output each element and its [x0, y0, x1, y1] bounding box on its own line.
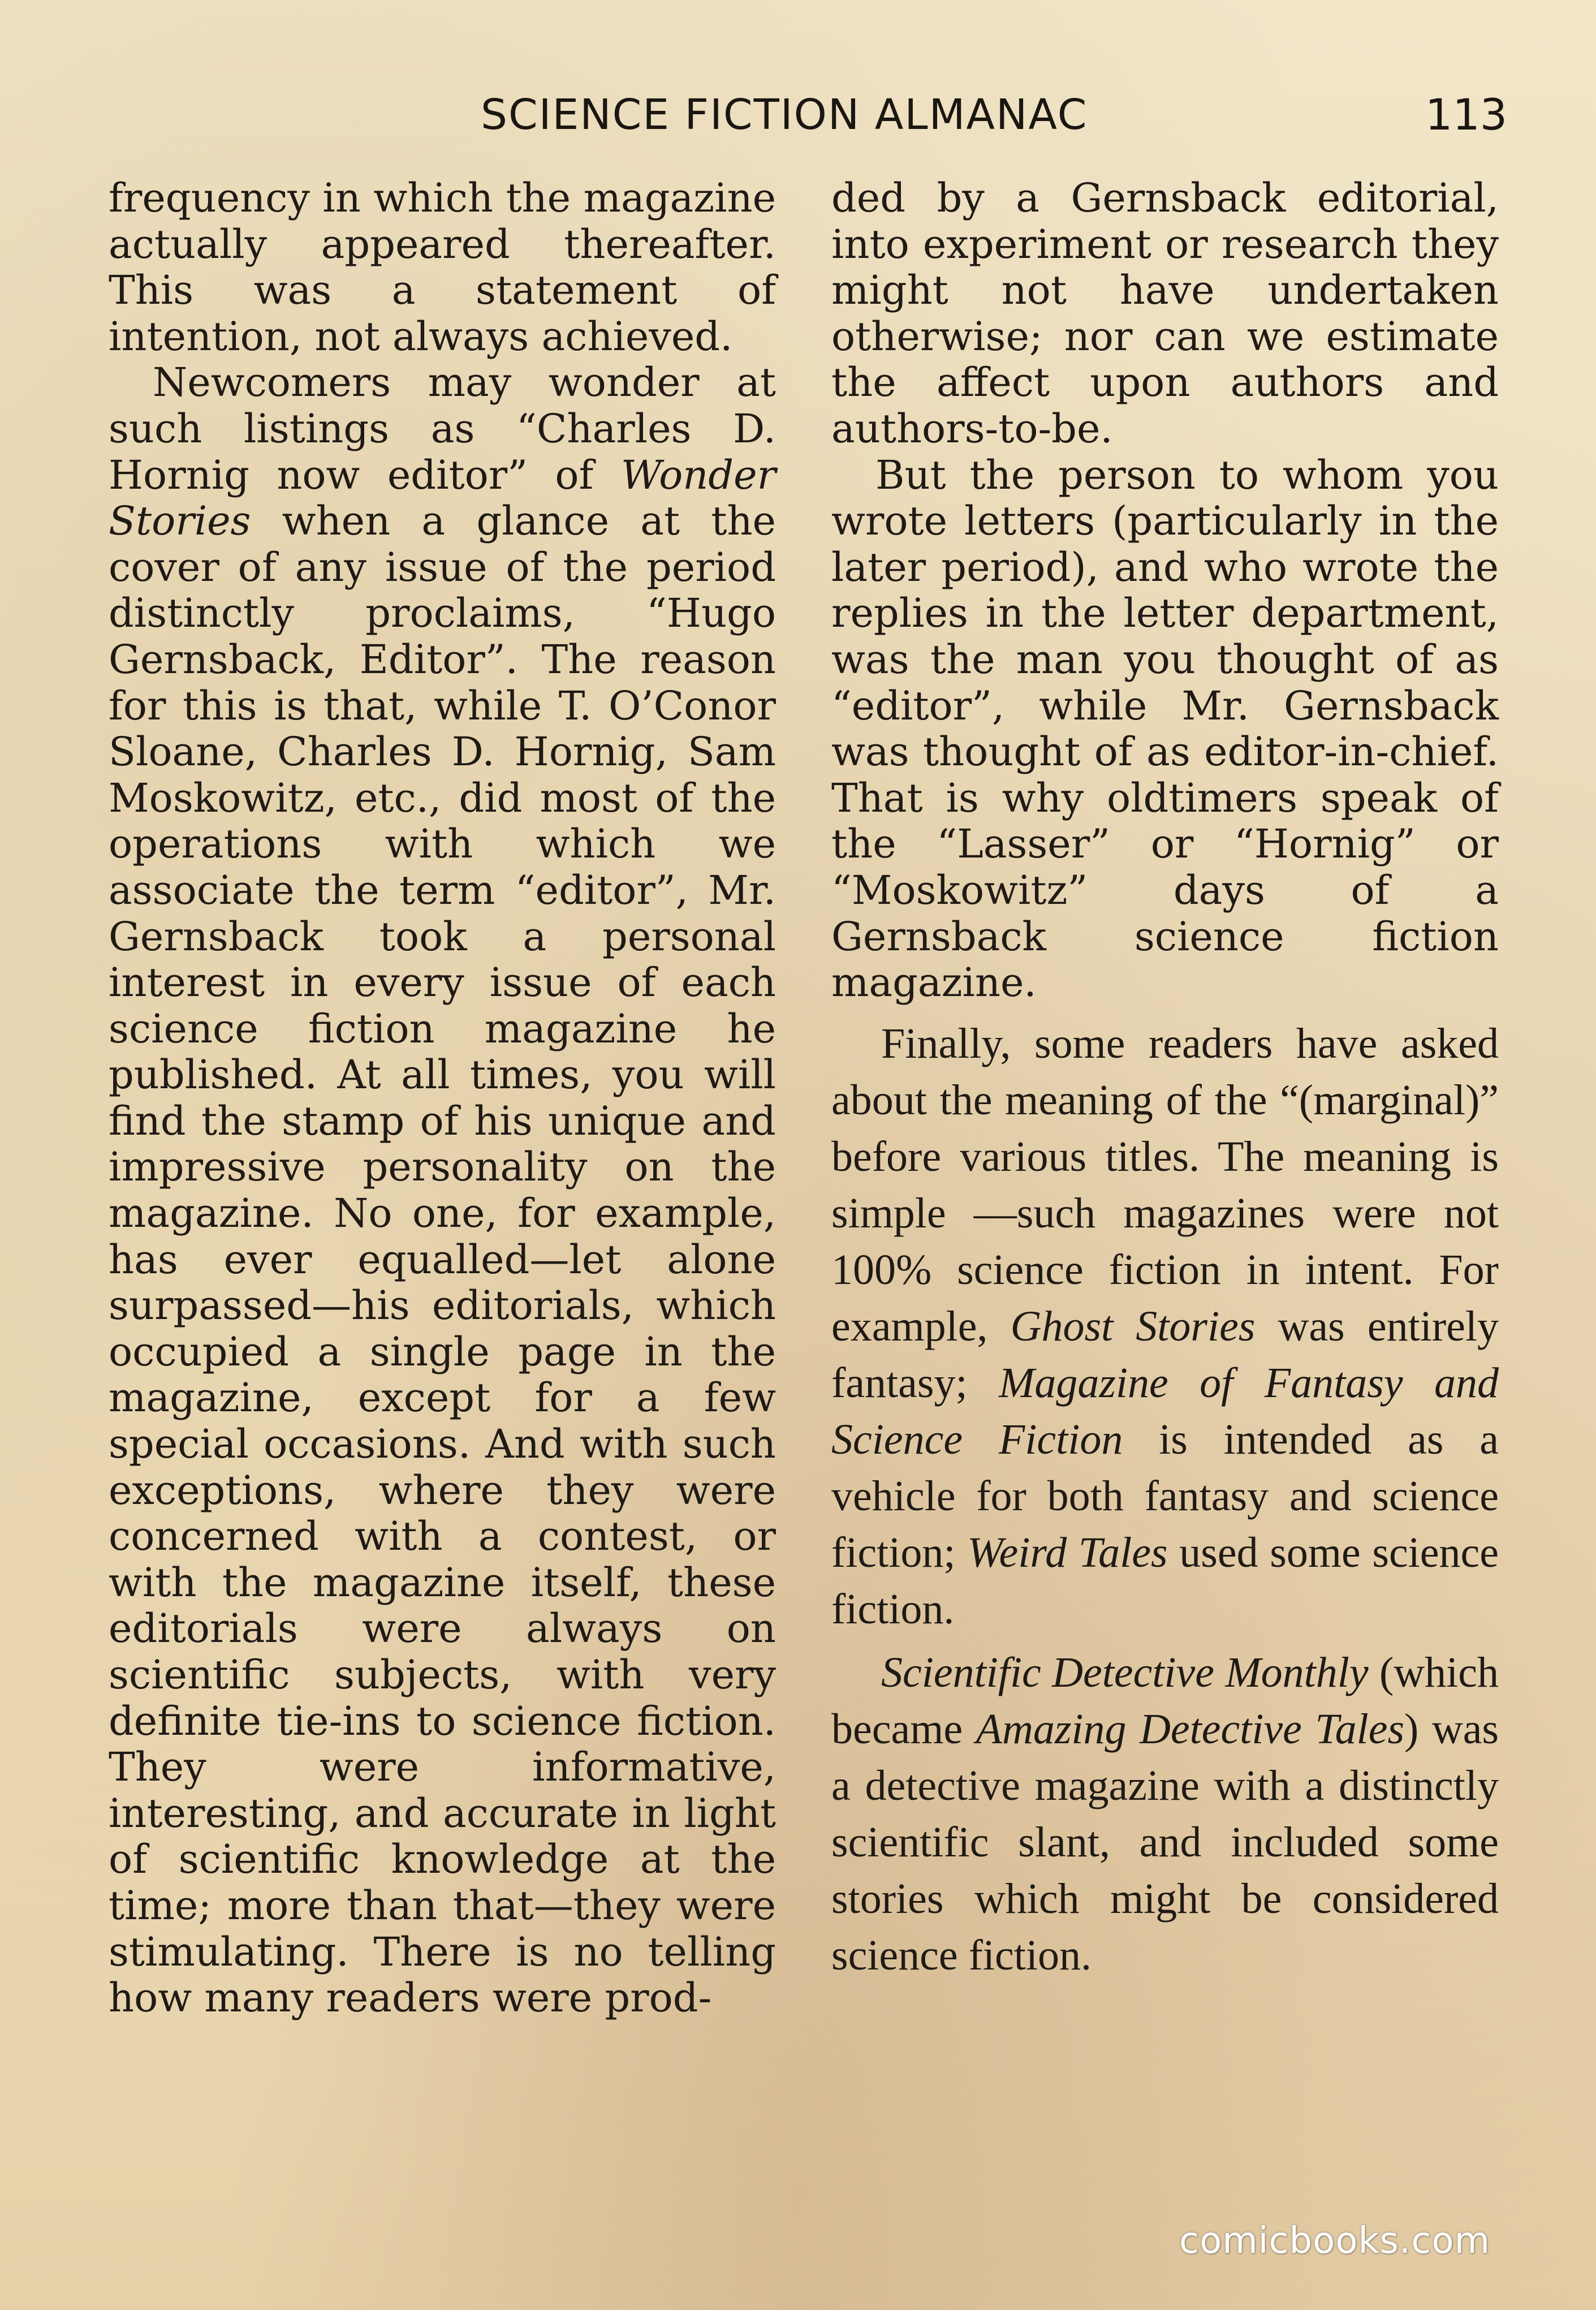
magazine-title: Scientific Detective Monthly [881, 1648, 1369, 1696]
left-column [109, 175, 776, 2022]
magazine-title: Weird Tales [967, 1528, 1168, 1576]
paragraph: ded by a Gernsback editorial, into experiment or research they might not have undertaken otherwise; nor can we estimate the affect upon authors and authors-to-be. [831, 175, 1499, 452]
paragraph: Newcomers may wonder at such listings as “Charles D. Hornig now editor” of Wonder Stories when a glance at the cover of any issue of the period distinctly proclaims, “Hugo Gernsback, Editor”. The reason for this is that, while T. O’Conor Sloane, Charles D. Hornig, Sam Moskowitz, etc., did most of the operations with which we associate the term “editor”, Mr. Gernsback took a personal interest in every issue of each science fiction magazine he published. At all times, you will find the stamp of his unique and impressive personality on the magazine. No one, for example, has ever equalled—let alone surpassed—his editorials, which occupied a single page in the magazine, except for a few special occasions. And with such exceptions, where they were concerned with a contest, or with the magazine itself, these editorials were always on scientific subjects, with very definite tie-ins to science fiction. They were informative, interesting, and accurate in light of scientific knowledge at the time; more than that—they were stimulating. There is no telling how many readers were prod- [109, 359, 776, 2022]
watermark: comicbooks.com [1179, 2220, 1491, 2262]
page-number: 113 [1425, 89, 1508, 140]
paragraph: But the person to whom you wrote letters (particularly in the later period), and who wrote the replies in the letter department, was the man you thought of as “editor”, while Mr. Gernsback was thought of as editor-in-chief. That is why oldtimers speak of the “Lasser” or “Hornig” or “Moskowitz” days of a Gernsback science fiction magazine. [831, 451, 1499, 1006]
paragraph: frequency in which the magazine actually appeared thereafter. This was a statement of intention, not always achieved. [109, 175, 776, 360]
magazine-title: Ghost Stories [1010, 1302, 1256, 1350]
right-column [831, 175, 1499, 1984]
magazine-title: Amazing Detective Tales [976, 1705, 1405, 1753]
magazine-title: Magazine of Fantasy and Science Fiction [831, 1359, 1499, 1463]
paragraph: Finally, some readers have asked about the meaning of the “(marginal)” before various titles. The meaning is simple —such magazines were not 100% science fiction in intent. For example, Ghost Stories was entirely fantasy; Magazine of Fantasy and Science Fiction is intended as a vehicle for both fantasy and science fiction; Weird Tales used some science fiction. [831, 1019, 1499, 1633]
lower-text-block [831, 1015, 1499, 1984]
paragraph: Scientific Detective Monthly (which became Amazing Detective Tales) was a detective magazine with a distinctly scientific slant, and included some stories which might be considered science fiction. [831, 1648, 1499, 1979]
magazine-title: Wonder Stories [109, 451, 776, 545]
running-header-title: SCIENCE FICTION ALMANAC [481, 90, 1088, 139]
